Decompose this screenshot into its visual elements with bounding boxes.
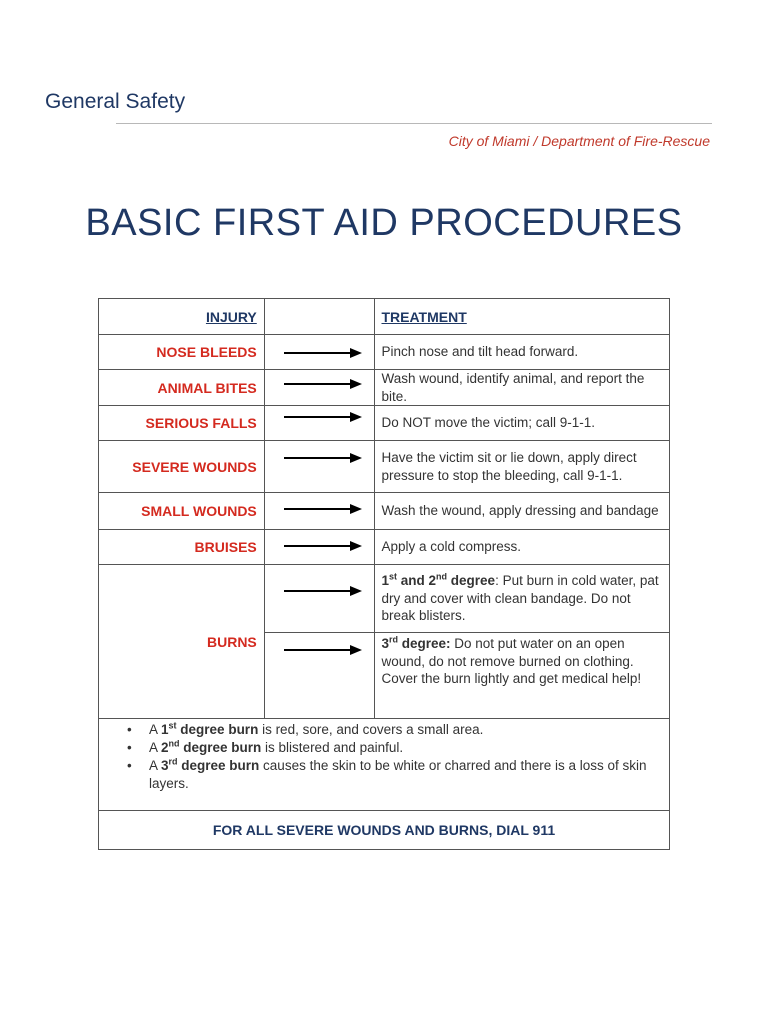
injury-label: SEVERE WOUNDS bbox=[99, 441, 265, 493]
injury-label: NOSE BLEEDS bbox=[99, 335, 265, 370]
degree-number: 1 bbox=[381, 573, 389, 589]
arrow-right-icon bbox=[284, 347, 362, 359]
table-header-row bbox=[99, 299, 670, 335]
ordinal-suffix: rd bbox=[389, 634, 398, 645]
notes-row bbox=[99, 719, 670, 811]
note-prefix: A bbox=[149, 740, 162, 755]
table-row bbox=[99, 565, 670, 633]
arrow-cell bbox=[264, 335, 375, 370]
degree-label: degree: bbox=[398, 636, 451, 651]
bullet-icon: • bbox=[127, 758, 132, 773]
treatment-text-first-degree bbox=[375, 565, 670, 633]
table-row bbox=[99, 370, 670, 406]
treatment-text: Have the victim sit or lie down, apply direct pressure to stop the bleeding, call 9-1-1. bbox=[375, 441, 670, 493]
arrow-cell bbox=[264, 370, 375, 406]
list-item bbox=[105, 757, 663, 793]
treatment-text: Apply a cold compress. bbox=[375, 530, 670, 565]
treatment-text: Wash wound, identify animal, and report the bite. bbox=[375, 370, 670, 406]
table-row bbox=[99, 335, 670, 370]
ordinal-suffix: nd bbox=[168, 738, 180, 749]
note-text: is blistered and painful. bbox=[261, 740, 404, 755]
arrow-right-icon bbox=[284, 540, 362, 552]
arrow-cell bbox=[264, 565, 375, 633]
degree-label: degree bbox=[447, 573, 496, 589]
ordinal-suffix: rd bbox=[168, 756, 178, 767]
ordinal-suffix: nd bbox=[436, 571, 448, 582]
ordinal-suffix: st bbox=[389, 571, 398, 582]
header-subtitle: City of Miami / Department of Fire-Rescue bbox=[448, 133, 710, 149]
arrow-right-icon bbox=[284, 503, 362, 515]
emergency-footer: FOR ALL SEVERE WOUNDS AND BURNS, DIAL 911 bbox=[99, 811, 670, 850]
table-row bbox=[99, 493, 670, 530]
injury-label: SERIOUS FALLS bbox=[99, 406, 265, 441]
list-item bbox=[105, 739, 663, 757]
treatment-text: Do NOT move the victim; call 9-1-1. bbox=[375, 406, 670, 441]
degree-number: 2 bbox=[428, 573, 437, 589]
bullet-icon: • bbox=[127, 722, 132, 737]
header-title: General Safety bbox=[45, 90, 186, 113]
table-row bbox=[99, 441, 670, 493]
arrow-right-icon bbox=[284, 378, 362, 390]
table-row bbox=[99, 406, 670, 441]
burn-degree-notes bbox=[99, 719, 670, 811]
note-prefix: A bbox=[149, 758, 162, 773]
note-text: is red, sore, and covers a small area. bbox=[258, 722, 484, 737]
arrow-cell bbox=[264, 441, 375, 493]
arrow-right-icon bbox=[284, 452, 362, 464]
bullet-icon: • bbox=[127, 740, 132, 755]
degree-number: 2 bbox=[161, 740, 169, 755]
arrow-cell bbox=[264, 530, 375, 565]
note-text: causes the skin to be white or charred and there is a loss of skin layers. bbox=[149, 758, 647, 791]
arrow-cell bbox=[264, 633, 375, 719]
column-header-treatment: TREATMENT bbox=[375, 299, 670, 335]
arrow-right-icon bbox=[284, 411, 362, 423]
column-header-arrow bbox=[264, 299, 375, 335]
arrow-right-icon bbox=[284, 644, 362, 656]
document-title: BASIC FIRST AID PROCEDURES bbox=[85, 202, 683, 244]
note-bold: degree burn bbox=[179, 740, 262, 755]
degree-number: 3 bbox=[161, 758, 169, 773]
treatment-body: Do not put water on an open wound, do not remove burned on clothing. Cover the burn lightly and get medical help! bbox=[381, 636, 642, 686]
injury-label: BURNS bbox=[99, 565, 265, 719]
treatment-body: : Put burn in cold water, pat dry and cover with clean bandage. Do not break blisters. bbox=[381, 573, 659, 624]
list-item bbox=[105, 721, 663, 739]
header-divider bbox=[116, 123, 712, 124]
arrow-right-icon bbox=[284, 585, 362, 597]
degree-number: 1 bbox=[161, 722, 169, 737]
treatment-text: Wash the wound, apply dressing and bandage bbox=[375, 493, 670, 530]
injury-label: SMALL WOUNDS bbox=[99, 493, 265, 530]
note-bold: degree burn bbox=[176, 722, 259, 737]
conjunction: and bbox=[397, 573, 429, 589]
injury-label: ANIMAL BITES bbox=[99, 370, 265, 406]
arrow-cell bbox=[264, 493, 375, 530]
treatment-text-third-degree bbox=[375, 633, 670, 719]
note-bold: degree burn bbox=[177, 758, 260, 773]
column-header-injury: INJURY bbox=[99, 299, 265, 335]
first-aid-table bbox=[98, 298, 670, 850]
table-row bbox=[99, 530, 670, 565]
injury-label: BRUISES bbox=[99, 530, 265, 565]
arrow-cell bbox=[264, 406, 375, 441]
ordinal-suffix: st bbox=[168, 720, 177, 731]
treatment-text: Pinch nose and tilt head forward. bbox=[375, 335, 670, 370]
note-prefix: A bbox=[149, 722, 162, 737]
degree-number: 3 bbox=[381, 636, 389, 651]
footer-row bbox=[99, 811, 670, 850]
